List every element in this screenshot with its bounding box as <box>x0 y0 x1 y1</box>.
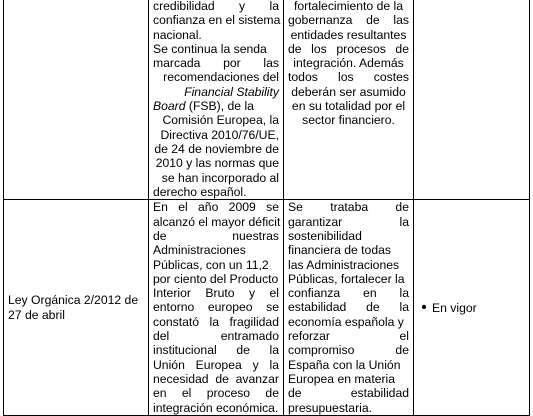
context-line: confianza en el sistema <box>153 13 281 28</box>
context-line: Administraciones <box>153 243 246 258</box>
objective-line: Se trataba de <box>288 200 409 215</box>
legislation-table <box>3 0 530 416</box>
law-cell <box>4 200 149 416</box>
objective-line: estabilidad de la <box>288 300 409 315</box>
objective-line: Públicas, fortalecer la <box>288 271 405 286</box>
context-line: Unión Europea y la <box>153 357 279 372</box>
law-title: Ley Orgánica 2/2012 de 27 de abril <box>8 293 139 322</box>
context-line: institucional de la <box>153 343 279 358</box>
objective-line: integración. Además <box>293 56 404 71</box>
objective-line: financiera de todas <box>288 243 391 258</box>
objective-line: de los procesos de <box>288 41 409 56</box>
table-row <box>4 200 530 416</box>
context-line: se han incorporado al <box>161 170 279 185</box>
objective-line: sector financiero. <box>302 113 395 128</box>
objective-line: fortalecimiento de la <box>293 0 404 13</box>
context-line: entorno europeo se <box>153 300 279 315</box>
objective-line: de estabilidad <box>288 386 409 401</box>
objective-line: España con la Unión <box>288 357 401 372</box>
context-line: de 24 de noviembre de <box>154 141 279 156</box>
context-line: de nuestras <box>153 228 279 243</box>
table-row <box>4 0 530 200</box>
context-line: nacional. <box>153 27 202 42</box>
objective-line: deberán ser asumido <box>291 84 406 99</box>
objective-line: en su totalidad por el <box>291 99 406 114</box>
context-line: credibilidad y la <box>153 0 279 13</box>
context-line: Se continua la senda <box>153 41 267 56</box>
objective-line: economía española y <box>288 314 404 329</box>
status-cell <box>414 200 530 416</box>
objective-line: todos los costes <box>288 70 409 85</box>
context-line-fsb-2 <box>153 99 279 113</box>
bullet-icon <box>422 305 426 309</box>
context-line: recomendaciones del <box>163 70 279 85</box>
objective-cell <box>284 0 414 200</box>
context-line: marcada por las <box>153 56 279 71</box>
objective-line: confianza en la <box>288 286 409 301</box>
status-cell-empty <box>414 0 530 200</box>
context-line: Comisión Europea, la <box>162 113 279 128</box>
context-line: en el proceso de <box>153 386 279 401</box>
fsb-italic-text: Financial Stability <box>184 84 279 99</box>
context-line: constató la fragilidad <box>153 314 279 329</box>
context-line: Públicas, con un 11,2 <box>153 257 269 272</box>
context-cell <box>149 0 284 200</box>
context-line: alcanzó el mayor déficit <box>153 214 281 229</box>
fsb-italic-board: Board <box>153 99 186 114</box>
objective-line: gobernanza de las <box>288 13 409 28</box>
context-line: Directiva 2010/76/UE, <box>160 127 279 142</box>
objective-line: las Administraciones <box>288 257 400 272</box>
status-text: En vigor <box>432 300 477 315</box>
context-line: integración económica. <box>153 400 279 415</box>
context-line-fsb <box>153 85 279 99</box>
context-line: derecho español. <box>153 184 247 199</box>
context-line: Interior Bruto y el <box>153 286 279 301</box>
status-bullet-item <box>418 301 525 315</box>
objective-line: entidades resultantes <box>290 27 407 42</box>
context-line: necesidad de avanzar <box>153 371 279 386</box>
objective-line: sostenibilidad <box>288 228 362 243</box>
law-cell-empty <box>4 0 149 200</box>
objective-line: garantizar la <box>288 214 409 229</box>
context-cell <box>149 200 284 416</box>
context-line: 2010 y las normas que <box>155 156 279 171</box>
context-line: del entramado <box>153 329 279 344</box>
objective-line: Europea en materia <box>288 371 396 386</box>
context-line: por ciento del Producto <box>153 271 279 286</box>
objective-line: presupuestaria. <box>288 400 373 415</box>
objective-line: compromiso de <box>288 343 409 358</box>
context-line: En el año 2009 se <box>153 200 279 215</box>
fsb-rest-text: (FSB), de la <box>185 99 254 114</box>
objective-line: reforzar el <box>288 329 409 344</box>
objective-cell <box>284 200 414 416</box>
